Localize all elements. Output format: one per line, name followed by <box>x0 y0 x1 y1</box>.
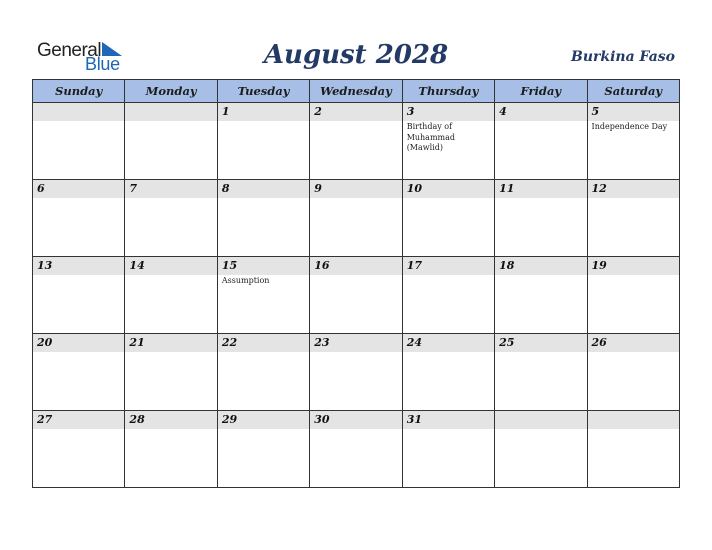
holiday-label <box>588 275 679 276</box>
holiday-label <box>495 121 586 122</box>
day-number: 21 <box>125 334 216 352</box>
weekday-header: Friday <box>495 80 587 103</box>
week-row <box>33 180 680 257</box>
week-row <box>33 103 680 180</box>
day-number: 31 <box>403 411 494 429</box>
holiday-label <box>588 352 679 353</box>
day-cell <box>587 334 679 411</box>
day-number: 9 <box>310 180 401 198</box>
holiday-label <box>125 121 216 122</box>
holiday-label <box>588 429 679 430</box>
day-number: 2 <box>310 103 401 121</box>
weekday-header: Thursday <box>402 80 494 103</box>
day-number: 17 <box>403 257 494 275</box>
day-cell <box>310 180 402 257</box>
day-number: 6 <box>33 180 124 198</box>
day-cell <box>402 334 494 411</box>
holiday-label <box>33 352 124 353</box>
day-cell <box>402 180 494 257</box>
day-cell <box>217 411 309 488</box>
country-name: Burkina Faso <box>571 49 675 65</box>
day-number: 12 <box>588 180 679 198</box>
day-number: 26 <box>588 334 679 352</box>
holiday-label: Assumption <box>221 276 270 285</box>
day-number: 30 <box>310 411 401 429</box>
day-number: 10 <box>403 180 494 198</box>
day-cell <box>125 180 217 257</box>
day-number: 15 <box>218 257 309 275</box>
holiday-label: Birthday of Muhammad (Mawlid) <box>406 122 456 152</box>
day-cell <box>587 180 679 257</box>
day-cell <box>33 103 125 180</box>
holiday-label <box>403 275 494 276</box>
day-cell <box>587 257 679 334</box>
holiday-label <box>495 198 586 199</box>
holiday-label <box>218 352 309 353</box>
holiday-label <box>310 429 401 430</box>
weekday-header: Sunday <box>33 80 125 103</box>
day-cell <box>33 257 125 334</box>
day-cell <box>495 334 587 411</box>
week-row <box>33 334 680 411</box>
holiday-label <box>33 275 124 276</box>
holiday-label <box>588 198 679 199</box>
weekday-header: Saturday <box>587 80 679 103</box>
day-number: 24 <box>403 334 494 352</box>
holiday-label <box>218 429 309 430</box>
holiday-label <box>495 352 586 353</box>
day-number: 25 <box>495 334 586 352</box>
day-cell <box>587 411 679 488</box>
holiday-label <box>125 352 216 353</box>
day-cell <box>310 257 402 334</box>
day-number <box>33 103 124 121</box>
day-number: 11 <box>495 180 586 198</box>
day-cell <box>125 334 217 411</box>
day-cell <box>310 334 402 411</box>
day-number: 3 <box>403 103 494 121</box>
day-cell <box>402 103 494 180</box>
day-cell <box>495 411 587 488</box>
day-cell <box>402 411 494 488</box>
weekday-header: Wednesday <box>310 80 402 103</box>
weekday-header-row <box>33 80 680 103</box>
day-number: 14 <box>125 257 216 275</box>
calendar-grid <box>32 79 680 488</box>
day-number: 18 <box>495 257 586 275</box>
day-number: 27 <box>33 411 124 429</box>
day-number: 1 <box>218 103 309 121</box>
day-number: 23 <box>310 334 401 352</box>
day-number: 22 <box>218 334 309 352</box>
holiday-label <box>33 121 124 122</box>
holiday-label <box>125 429 216 430</box>
holiday-label <box>33 429 124 430</box>
day-cell <box>33 180 125 257</box>
day-number: 20 <box>33 334 124 352</box>
day-cell <box>217 334 309 411</box>
day-cell <box>33 411 125 488</box>
day-cell <box>495 103 587 180</box>
day-number: 7 <box>125 180 216 198</box>
holiday-label <box>310 275 401 276</box>
holiday-label <box>125 275 216 276</box>
holiday-label: Independence Day <box>591 122 668 131</box>
holiday-label <box>495 429 586 430</box>
weekday-header: Tuesday <box>217 80 309 103</box>
day-cell <box>310 103 402 180</box>
day-cell <box>125 411 217 488</box>
holiday-label <box>310 198 401 199</box>
day-cell <box>33 334 125 411</box>
logo-general-text: General <box>37 40 102 61</box>
holiday-label <box>403 198 494 199</box>
holiday-label <box>310 121 401 122</box>
day-cell <box>217 180 309 257</box>
day-cell <box>495 180 587 257</box>
day-cell <box>217 103 309 180</box>
day-cell <box>495 257 587 334</box>
day-cell <box>310 411 402 488</box>
holiday-label <box>218 121 309 122</box>
day-number: 8 <box>218 180 309 198</box>
day-number <box>125 103 216 121</box>
day-cell <box>587 103 679 180</box>
weekday-header: Monday <box>125 80 217 103</box>
day-number: 28 <box>125 411 216 429</box>
holiday-label <box>125 198 216 199</box>
day-number: 4 <box>495 103 586 121</box>
day-number: 16 <box>310 257 401 275</box>
day-cell <box>125 103 217 180</box>
holiday-label <box>403 429 494 430</box>
holiday-label <box>310 352 401 353</box>
calendar-title: August 2028 <box>263 40 449 70</box>
day-number <box>495 411 586 429</box>
day-number: 29 <box>218 411 309 429</box>
day-cell <box>217 257 309 334</box>
day-cell <box>402 257 494 334</box>
day-number <box>588 411 679 429</box>
holiday-label <box>495 275 586 276</box>
week-row <box>33 257 680 334</box>
week-row <box>33 411 680 488</box>
holiday-label <box>33 198 124 199</box>
day-number: 5 <box>588 103 679 121</box>
day-number: 13 <box>33 257 124 275</box>
holiday-label <box>218 198 309 199</box>
day-number: 19 <box>588 257 679 275</box>
holiday-label <box>403 352 494 353</box>
day-cell <box>125 257 217 334</box>
logo-blue-text: Blue <box>85 54 120 74</box>
